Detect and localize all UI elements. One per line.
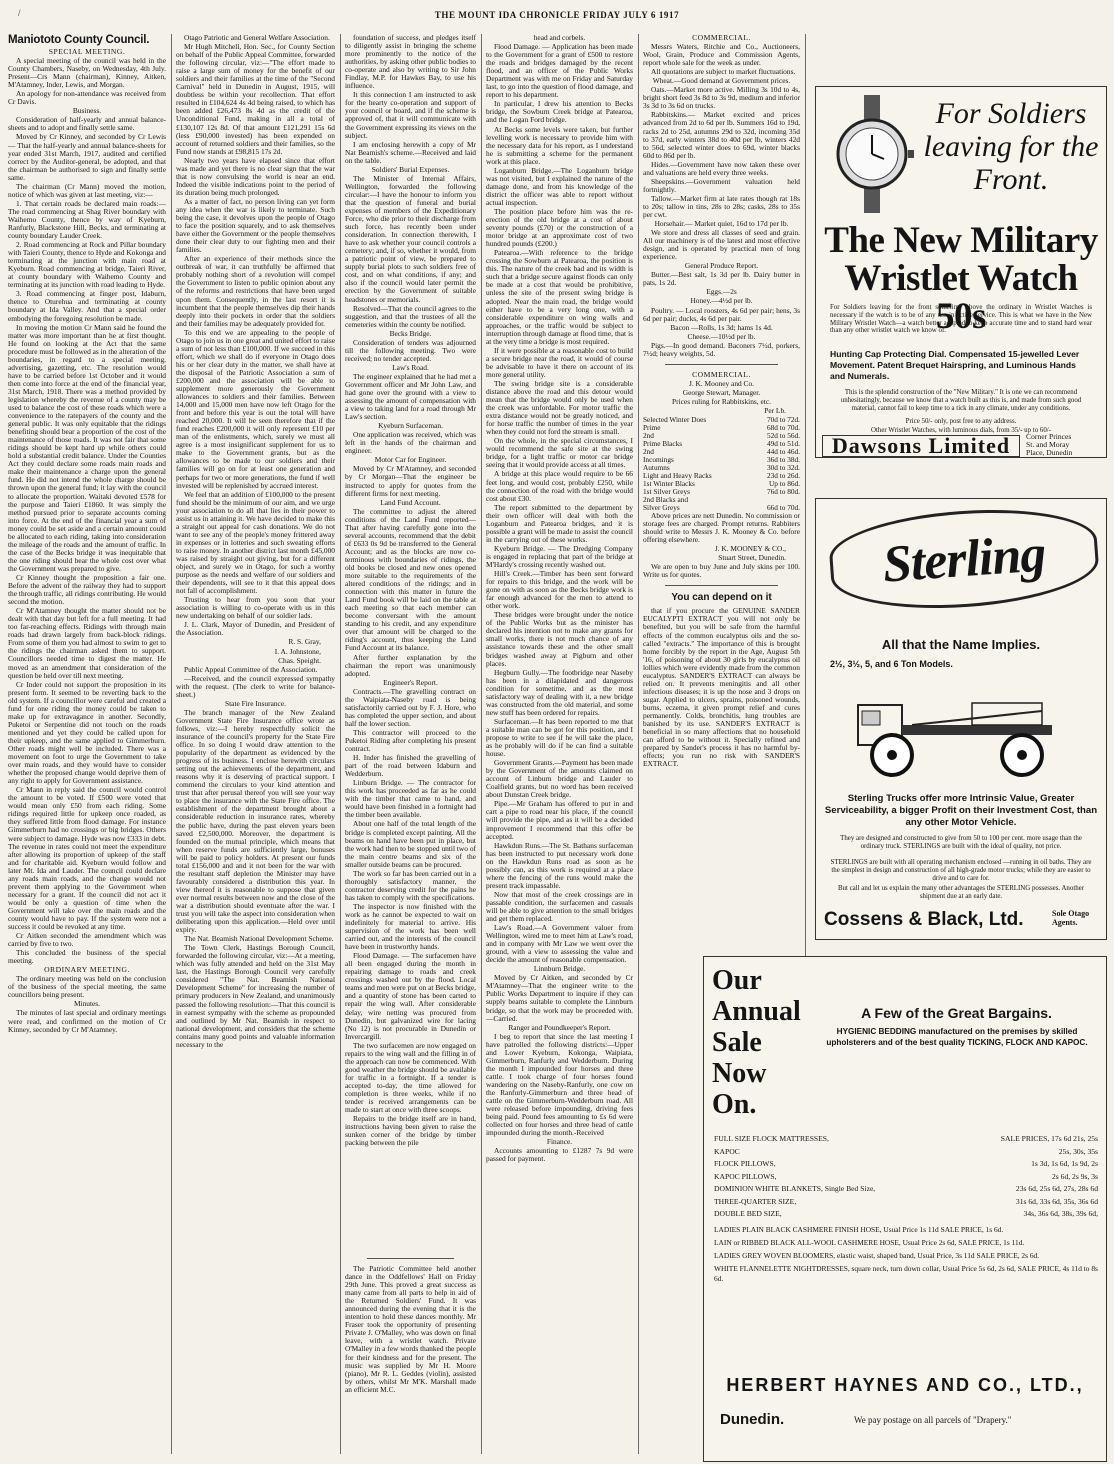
price-value: 52d to 56d. xyxy=(766,431,800,441)
paragraph: In particular, I drew his attention to Becks bridge, the Sowburn Creek bridge at Patearoa, and the Logan Ford bridge. xyxy=(486,99,633,125)
sale-item-name: KAPOC xyxy=(714,1146,740,1156)
paragraph: Pipe.—Mr Graham has offered to put in and cart a pipe to road near his place, if the council will provide the pipe, and as it will be a decided improvement I recommend that this offer be accepted. xyxy=(486,799,633,841)
price-grade: 2nd Blacks and xyxy=(643,495,688,505)
paragraph: This contractor will proceed to the Puketoi Riding after completing his present contract. xyxy=(345,727,476,754)
paragraph: Messrs Waters, Ritchie and Co., Auctioneers, Wool, Grain, Produce and Commission Agents, report whole sale for the week as under. xyxy=(643,42,800,68)
sale-item-price: 31s 6d, 33s 6d, 35s, 36s 6d xyxy=(1015,1196,1098,1206)
postage-notice: We pay postage on all parcels of "Drapery." xyxy=(854,1415,1012,1425)
bargains-heading: A Few of the Great Bargains. xyxy=(861,1005,1052,1021)
sale-word: Annual xyxy=(712,996,801,1027)
paragraph: If it were possible at a reasonable cost to build a secure bridge near the road, it would of course be advisable to have it there on account of its more general utility. xyxy=(486,345,633,379)
sale-word: Our xyxy=(712,965,762,996)
watch-ad-other: Other Wristlet Watches, with luminous dials, from 35/- up to 60/- xyxy=(871,427,1051,434)
firm-name: J. K. Mooney and Co. xyxy=(688,378,755,388)
paragraph: Trusting to hear from you soon that your association is willing to co-operate with us in this new undertaking on behalf of our soldier lads. xyxy=(176,595,335,621)
column-rule xyxy=(340,34,341,1454)
sterling-body-2: They are designed and constructed to give from 50 to 100 per cent. more usage than the ordinary truck. STERLINGS are built with the ideal of quality, not price. xyxy=(840,835,1082,850)
column-rule xyxy=(171,34,172,1454)
paragraph: Horsehair.— Market quiet, 16d to 17d per lb. xyxy=(654,219,789,229)
price-value: 44d to 46d. xyxy=(766,447,800,457)
paragraph: Becks Bridge. xyxy=(389,328,432,338)
sander-advert-text: that if you procure the GENUINE SANDER EUCALYPTI EXTRACT you will not only be benefited, but you will be safe from the harmful effects of the common eucalyptus oils and the so-called "extracts." The importance of this is brought home forcibly by the report in the Age, August 5th '16, of poisoning of about 30 girls by eucalyptus oil lollies which were evidently made from the common eucalyptus. SANDER'S EXTRACT can always be relied on. It prevents meningitis and all other infectious diseases; it is up the nose and 3 drops on sugar. Applied to ulcers, sprains, poisoned wounds, burns, eczema, it given prompt relief and cures permanently. Colds, bronchitis, lung troubles are banished by its use. SANDER'S EXTRACT is beneficial in so many affections that no household can afford to be without it. Specially refined and prepared by Sander's process it has no harmful by-effects; you run no risk with SANDER'S EXTRACT. xyxy=(643,606,800,769)
paragraph: Engineer's Report. xyxy=(383,677,438,687)
sale-item-price: 2s 6d, 2s 9s, 3s xyxy=(1052,1171,1098,1181)
article-body xyxy=(8,57,166,965)
price-value: 49d to 51d. xyxy=(766,439,800,449)
paragraph: Rabbitskins.— Market excited and prices advanced from 2d to 6d per lb. Summers 16d to 19d, racks 2d to 25d, autumns 29d to 32d, incoming 35d to 37d, early winters 38d to 40d per lb, winters 42d to 56d, selected winter does to 69d, winter blacks 60d to 86d per lb. xyxy=(643,110,800,160)
paragraph: Soldiers' Burial Expenses. xyxy=(371,164,450,174)
price-value: Up to 86d. xyxy=(768,479,800,489)
paragraph: Land Fund Account. xyxy=(380,497,441,507)
paragraph: Law's Road. xyxy=(392,362,429,372)
page-mark: / xyxy=(18,8,21,18)
sale-item xyxy=(714,1133,1098,1146)
sale-item-name: FULL SIZE FLOCK MATTRESSES, xyxy=(714,1134,829,1143)
article-body xyxy=(176,34,335,637)
paragraph: The position place before him was the re-erection of the old bridge at a cost of about seventy pounds (£70) or the construction of a motor bridge at an approximate cost of two hundred pounds (£200.) xyxy=(486,206,633,249)
price-grade: Selected Winter Does xyxy=(643,415,707,425)
price-grade: 2nd xyxy=(643,447,654,457)
watch-ad-features: Hunting Cap Protecting Dial. Compensated 15-jewelled Lever Movement. Patent Brequet Hairspring, and Luminous Hands and Numerals. xyxy=(830,349,1080,381)
advert-sterling-trucks xyxy=(815,498,1107,940)
article-body xyxy=(176,675,335,1049)
sale-item-name: DOUBLE BED SIZE, xyxy=(714,1209,782,1218)
paragraph: Accounts amounting to £1287 7s 9d were passed for payment. xyxy=(486,1146,633,1164)
paragraph: A bridge at this place would require to be 66 feet long, and would cost, probably £250, while the connection of the road with the bridge would cost about £30. xyxy=(486,469,633,503)
sale-item-name: THREE-QUARTER SIZE, xyxy=(714,1196,797,1206)
paragraph: Repairs to the bridge itself are in hand, instructions having been given to raise the sunken corner of the bridge by timber packing between the pile xyxy=(345,1114,476,1148)
sale-item-price: 23s 6d, 25s 6d, 27s, 28s 6d xyxy=(1015,1184,1098,1193)
paragraph: The chairman (Cr Mann) moved the motion, notice of which was given at last meeting, viz:— xyxy=(8,181,166,199)
firm-manager: George Stewart, Manager. xyxy=(682,387,761,397)
paragraph: Flood Damage. — The surfacemen have all been engaged during the month in repairing damage to roads and creek crossings washed out by the flood. Local teams and men were put on at Becks bridge, and a quantity of stone has been carted to repair the wing wall. After considerable delay, wire netting was procured from Dunedin, but galvanized wire for lacing (No 12) is not procurable in Dunedin or Invercargill. xyxy=(345,951,476,1041)
firm-signature: J. K. MOONEY & CO., xyxy=(714,544,786,554)
paragraph: 3. Road commencing at finger post, Idaburn, thence to Oturehua and terminating at county boundary at Ida Valley. And that a special order embodying the foregoing resolution be made. xyxy=(8,289,166,323)
price-value: 76d to 80d. xyxy=(766,487,800,497)
watch-ad-description: This is the splendid construction of the "New Military." It is one we can recommend unhesitatingly, because we know that a watch built as this is, and made from such good material, cannot fail to keep time to a tick in any climate, under any conditions. xyxy=(840,389,1082,412)
column-commercial xyxy=(643,34,800,894)
paragraph: The Town Clerk, Hastings Borough Council, forwarded the following circular, viz:—At a meeting, which was fully attended and held on the 31st May last, the Hastings Borough Council very carefully considered "The Nat. Beamish National Development Scheme" for increasing the number of primary producers in New Zealand, and unanimously passed the following resolution:—That this council is in earnest sympathy with the scheme as propounded and outlined by Mr Nat. Beamish in respect to national development, and considers that the scheme contains many good points and valuable information necessary to the xyxy=(176,943,335,1049)
column-engineer-report-cont xyxy=(486,34,633,1452)
price-value: 30d to 32d. xyxy=(766,463,800,473)
paragraph: The ordinary meeting was held on the conclusion of the business of the special meeting, the same councillors being present. xyxy=(8,974,166,1000)
headline-county-council: Maniototo County Council. xyxy=(8,34,150,46)
paragraph: Butter.—Best salt, 1s 3d per lb. Dairy butter in pats, 1s 2d. xyxy=(643,270,800,288)
paragraph: Pigs.—In good demand. Baconers 7½d, porkers, 7½d; heavy weights, 5d. xyxy=(643,340,800,358)
hygienic-bedding-text: HYGIENIC BEDDING manufactured on the premises by skilled upholsterers and of the best quality TICKING, FLOCK AND KAPOC. xyxy=(826,1027,1088,1047)
article-body xyxy=(8,975,166,1033)
price-grade: Autumns xyxy=(643,463,670,473)
paragraph: Wheat.—Good demand at Government prices. xyxy=(652,76,791,86)
sale-item-price: 25s, 30s, 35s xyxy=(1058,1146,1098,1156)
paragraph: Cr Inder could not support the proposition in its present form. It seemed to be reverting back to the old system. If a councillor were careful and created a fund for one riding the money could be taken to make up for extravagance in another. Secondly, Puketoi or Serpentine did not touch on the roads mentioned and yet they could be called upon for their upkeep, and the same applied to Gimmerburn. Other roads might well be included. There was a movement on foot to urge the Government to take over main roads, and they would have to consider whether the proposed change would deprive them of any right to apply for Government assistance. xyxy=(8,679,166,786)
paragraph: I beg to report that since the last meeting I have patrolled the following districts:—Upper and Lower Kyeburn, Kokonga, Waipiata, Gimmerburn, Ranfurly and Wedderburn. During the month I impounded four horses and three cattle. I took charge of four horses found wandering on the Naseby-Ranfurly, one cow on the Ranfurly-Gimmerburn and three head of cattle on the Gimmerburn-Wedderburn road. All were released before impounding, driving fees being paid. Pound fees amounting to £s 6d were collected on four horses and three head of cattle impounded during the month.-Received xyxy=(486,1031,633,1138)
sale-item xyxy=(714,1171,1098,1184)
sale-item xyxy=(714,1146,1098,1159)
paragraph: These bridges were brought under the notice of the Public Works but as the minister has declared his intention not to make any grants for small works, there is not much chance of any assistance towards these and the other small bridges washed away at Pigburn and other places. xyxy=(486,610,633,668)
sterling-tagline: All that the Name Implies. xyxy=(881,637,1041,652)
sale-item xyxy=(714,1208,1098,1221)
newspaper-title: THE MOUNT IDA CHRONICLE FRIDAY JULY 6 1917 xyxy=(434,10,680,20)
address-line: Corner Princes xyxy=(1026,432,1072,441)
sale-word: Now xyxy=(712,1058,767,1089)
subhead-ordinary-meeting: ORDINARY MEETING. xyxy=(44,965,130,975)
paragraph: Kyeburn Bridge. — The Dredging Company is engaged in replacing that part of the bridge at M'Hardy's crossing recently washed out. xyxy=(486,543,633,569)
paragraph: Cheese.—10½d per lb. xyxy=(687,331,756,341)
paragraph: As a matter of fact, no person living can yet form any idea when the war is likely to terminate. Such being the case, it devolves upon the people of Otago to face the position squarely, and to ask themselves have either the Government or the people themselves done their clear duty to our fighting men and their families. xyxy=(176,196,335,255)
paragraph: State Fire Insurance. xyxy=(225,698,286,708)
signature-line: I. A. Johnstone, xyxy=(274,646,321,656)
sale-item xyxy=(714,1158,1098,1171)
paragraph: We feel that an addition of £100,000 to the present fund should be the minimum of our aim, and we urge your association to do all that lies in their power to assist us in attaining it. We have decided to make this a straight out appeal for cash donations. We do not want to see any of the people's money frittered away in expenses or in lotteries and such sweating efforts to raise money. In another district last month £45,000 was raised by straight out giving, but for a different object, and surely we in Otago, for such a worthy purpose as the needs and welfare of our soldiers and their dependents, will see to it that this appeal does not fall of accomplishment. xyxy=(176,489,335,596)
paragraph: Cr M'Atamney thought the matter should not be dealt with that day but left for a full meeting. It had too far-reaching effects. Ridings with through main roads had drawn largely from back-block ridings. From some of them you had almost to swim to get to the ridings the chairman asked them to support. Councillors needed time to digest the matter. He moved as an amendment that consideration of the question be held over till next meeting. xyxy=(8,606,166,680)
rabbitskin-price-table xyxy=(643,416,800,512)
signature-line: Chas. Speight. xyxy=(278,655,321,665)
sale-price-list xyxy=(714,1133,1098,1221)
address-line: Place, Dunedin xyxy=(1026,448,1073,457)
sale-item-name: KAPOC PILLOWS, xyxy=(714,1171,777,1181)
paragraph: To this end we are appealing to the people of Otago to join us in one great and united effort to raise a sum of not less than £100,000. If we succeed in this effort, which we shall do if everyone in Otago does his or her clear duty in the matter, we shall have at the disposal of the Patriotic Association a sum of £200,000 and the association will be able to supplement more generously the Government allowances to soldiers and their families. Between 14,000 and 15,000 men have now left Otago for the front and before this year is out the total will have reached 20,000. It will be seen therefore that if the fund reaches £200,000 it will only represent £10 per man of the enlistments, which, surely we must all agree is a most insignificant supplement for us to make to the Government grants, but as the allowances to be made to our soldiers and their families will go on for at least one generation and perhaps for two or more generations, the fund if well invested will be replenished by accrued interest. xyxy=(176,327,335,490)
sale-item-name: DOMINION WHITE BLANKETS, Single Bed Size, xyxy=(714,1184,876,1193)
firm-address: Stuart Street, Dunedin. xyxy=(718,553,786,563)
patriotic-dance-item: The Patriotic Committee held another dance in the Oddfellows' Hall on Friday 29th June. This proved a great success as many came from all parts to help in aid of the Returned Soldiers' Fund. It was announced during the evening that it is the intention to hold these dances monthly. Mr Fraser took the opportunity of presenting Private J. O'Malley, who was down on final leave, with a wristlet watch. Private O'Malley in a few words thanked the people for their kindness and for the present. The music was supplied by Mr H. Moore (piano), Mr R. L. Geddes (violin), assisted by others, whilst Mr M'K. Marshall made an efficient M.C. xyxy=(345,1264,476,1394)
paragraph: Bacon —Rolls, 1s 3d; hams 1s 4d. xyxy=(670,322,773,332)
paragraph: Government Grants.—Payment has been made by the Government of the amounts claimed on account of Linburn bridge and Lauder to Coalfield grants, but no word has been received about Dunstan Creek bridge. xyxy=(486,758,633,800)
price-grade: 2nd xyxy=(643,431,654,441)
column-rule xyxy=(638,34,639,1454)
sterling-models: 2½, 3½, 5, and 6 Ton Models. xyxy=(830,659,953,669)
divider xyxy=(367,1258,454,1259)
paragraph: The work so far has been carried out in a thoroughly satisfactory manner, the contractor deserving credit for the pains he has taken to comply with the specifications. xyxy=(345,868,476,902)
column-council-report xyxy=(8,34,166,1452)
price-notes: Above prices are nett Dunedin. No commission or storage fees are charged. Prompt returns. Rabbiters should write to Messrs J. K. Mooney & Co. before offering elsewhere. xyxy=(643,511,800,545)
paragraph: I am enclosing herewith a copy of Mr Nat Beamish's scheme.—Received and laid on the table. xyxy=(345,139,476,165)
paragraph: Hawkdun Runs.—The St. Bathans surfaceman has been instructed to put necessary work done on the Hawkdun Runs road as soon as he possibly can, as this work is required at a place where the fencing of the runs would make the present track impassable. xyxy=(486,840,633,890)
paragraph: Eggs.—2s xyxy=(706,287,737,297)
column-correspondence xyxy=(176,34,335,1452)
sterling-logo: Sterling xyxy=(880,524,1048,594)
watch-ad-intro: For Soldiers leaving for the front sometime above the ordinary in Wristlet Watches is necessary if the watch is to be of any use in active service. This is what we have in the New Military Wristlet Watch—a watch better adapted to keep accurate time and to stand hard wear than any other wristlet watch we know of. xyxy=(830,304,1092,335)
paragraph: The swing bridge site is a considerable distance above the road and this detour would mean that the bridge would only be used when the creek was unfordable. For motor traffic the extra distance would not be greatly noticed, and for horse traffic the number of times in the year when they could not ford the stream is small. xyxy=(486,378,633,437)
paragraph: head and corbels. xyxy=(533,34,586,42)
paragraph: Moved by Cr Kinney, and seconded by Cr Lewis — That the half-yearly and annual balance-sheets for year ended 31st March, 1917, audited and certified correct by the Auditor-general, be adopted, and that the chairman be authorised to sign and finally settle same. xyxy=(8,132,166,182)
paragraph: Ranger and Poundkeeper's Report. xyxy=(508,1022,611,1032)
signature-line: R. S. Gray, xyxy=(288,637,321,647)
watch-ad-title: The New Military Wristlet Watch 50s xyxy=(824,220,1098,337)
sale-item-price: SALE PRICES, 17s 6d 21s, 25s xyxy=(1000,1134,1098,1143)
paragraph: Nearly two years have elapsed since that effort was made and yet there is no clear sign that the war that is now convulsing the world is near an end. Indeed the visible indications point to the period of its duration being much prolonged. xyxy=(176,155,335,197)
per-lb-label: Per Lb. xyxy=(764,405,786,415)
heading-commercial-2: COMMERCIAL. xyxy=(692,369,751,379)
paragraph: Cr Mann in reply said the council would control the amount to be voted. If £500 were voted that would mean only £50 from each riding. Some ridings required little for upkeep once roaded, as they suffered little from flood damage. For instance Gimmerburn had no crossings or big bridges. Others were subject to damage. Hyde was now £333 in debt. The revenue in rates could not meet the expenditure after allowing its proportion of upkeep of the staff and for charitable aid. Kyeburn would follow and later Mt. Ida and Lauder. The council could declare any roads main roads, and the change would not prevent them applying to the Government when necessary for a grant. If the council did not act it would be only a question of time when the Government will take over the main roads and the county would have to pay. If the system were not a success it could be revoked at any time. xyxy=(8,785,166,932)
paragraph: 1. That certain roads be declared main roads:—The road commencing at Shag River boundary with Waihemo County, thence by way of Kyeburn, Ranfurly, Blackstone Hill, Becks, and terminating at county boundary Lauder Creek. xyxy=(8,198,166,241)
subhead-special-meeting: SPECIAL MEETING. xyxy=(48,47,126,56)
sander-headline: You can depend on it xyxy=(671,592,772,604)
column-engineer-report xyxy=(345,34,476,1452)
price-grade: Incomings xyxy=(643,455,674,465)
watch-ad-price: Price 50/- only, post free to any address. xyxy=(905,418,1017,425)
wristwatch-illustration xyxy=(826,95,918,213)
truck-illustration xyxy=(852,675,1072,785)
paragraph: The minutes of last special and ordinary meetings were read, and confirmed on the motion of Cr Kinney, seconded by Cr M'Atamney. xyxy=(8,1008,166,1034)
sale-item-price: 34s, 36s 6d, 38s, 39s 6d, xyxy=(1023,1209,1098,1218)
sale-line: LAIN or RIBBED BLACK ALL-WOOL CASHMERE HOSE, Usual Price 2s 6d, SALE PRICE, 1s 11d. xyxy=(714,1238,1025,1247)
paragraph: Motor Car for Engineer. xyxy=(374,455,447,465)
paragraph: The report submitted to the department by their own officer will deal with both the Loganburn and Patearoa bridges, and it is possible a grant will be made to assist the council in the carrying out of these works. xyxy=(486,502,633,544)
paragraph: The Minister of Internal Affairs, Wellington, forwarded the following circular:—I have the honour to inform you that the question of funeral and burial expenses of members of the Expeditionary Force, who die prior to their discharge from such force, has recently been under consideration. In connection therewith, I have to ask whether your council controls a cemetery; and, if so, whether it would, from a patriotic point of view, be prepared to supply burial plots to such soldiers free of cost, and on what conditions, if any; and also if the council would later permit the erection by the Government of suitable headstones or memorials. xyxy=(345,173,476,304)
annual-sale-headline xyxy=(712,965,802,1120)
paragraph: Linnburn Bridge. xyxy=(533,964,586,974)
divider xyxy=(665,585,778,586)
price-grade: Light and Heavy Racks xyxy=(643,471,712,481)
paragraph: The two surfacemen are now engaged on repairs to the wing wall and the filling in of the approach can now be commenced. With good weather the bridge should be available for traffic in a fortnight. If a tender is accepted to-day, the time allowed for completion is three weeks, while if no tender is received arrangements can be made to start at once with three scoops. xyxy=(345,1040,476,1115)
price-value: 66d to 70d. xyxy=(766,503,800,513)
watch-ad-headline: For Soldiers leaving for the Front. xyxy=(923,97,1099,196)
paragraph: Consideration of tenders was adjourned till the following meeting. Two were received; no tender accepted. xyxy=(345,337,476,363)
dawsons-address xyxy=(1026,433,1072,457)
sale-item xyxy=(714,1183,1098,1196)
paragraph: Hides.—Government have now taken these over and valuations are held every three weeks. xyxy=(643,159,800,177)
sterling-logo-frame xyxy=(827,502,1101,616)
price-grade: Prime Blacks xyxy=(643,439,683,449)
article-body xyxy=(486,34,633,1163)
paragraph: Hegburn Gully.—The footbridge near Naseby has been in a dilapidated and dangerous condition for sometime, and as the most satisfactory way of dealing with it, a new bridge was constructed from the old material, and some new stuff has been ordered for repairs. xyxy=(486,667,633,717)
paragraph: Contracts.—The gravelling contract on the Waipiata-Naseby road is being satisfactorily carried out by F. J. Hore, who has completed the upper section, and about half the lower section. xyxy=(345,686,476,728)
sale-word: On. xyxy=(712,1089,757,1120)
paragraph: Sheepskins.—Government valuation held fortnightly. xyxy=(643,176,800,194)
price-grade: Silver Greys xyxy=(643,503,680,513)
price-grade: 1st Silver Greys xyxy=(643,487,691,497)
column-rule xyxy=(481,34,482,1454)
paragraph: The Nat. Beamish National Development Scheme. xyxy=(184,934,334,944)
advert-herbert-haynes-sale xyxy=(703,956,1107,1462)
paragraph: Honey.—4½d per lb. xyxy=(690,296,753,306)
commercial-body xyxy=(643,43,800,358)
paragraph: In moving the motion Cr Mann said he found the matter was more important than he at first thought. He found on looking at the Act that the same procedure must be followed as in the alteration of the boundaries, in regard to a special meeting, advertising, gazetting, etc. The resolution would have to be carried before 1st October and it would then come into force at the end of the financial year, 31st March, 1918. There was a method provided by legislation whereby the revenue of a county may be used to balance the cost of these roads which were a convenience to the ratepayers of the county and the general public. It was only equitable that the ridings benefiting should bear a proportion of the cost of the maintenance of those roads. It was not fair that some ridings should be kept hard up while others could hold a substantial credit balance. Under the Counties Act they could declare some roads main roads and make their maintenance a charge upon the general fund. He did not intend the whole charge should be thrown upon the general fund; it lay with the council to allocate the proportion. Waitaki devoted £578 for the purpose and Taieri £1860. It was simply the method pursued prior to separate accounts coming into force. At the end of the financial year a sum of money could be set aside and a certain amount could be allocated to each riding, taking into consideration the mileage of the roads and the amount of traffic. In the case of the Becks bridge it was inequitable that the one riding should bear the whole cost over what the Government was prepared to give. xyxy=(8,322,166,573)
paragraph: H. Inder has finished the gravelling of part of the road between Idaburn and Wedderburn. xyxy=(345,753,476,779)
price-heading: Prices ruling for Rabbitskins, etc. xyxy=(672,396,771,406)
divider xyxy=(665,364,778,365)
price-grade: 1st Winter Blacks xyxy=(643,479,695,489)
signature-tail: Public Appeal Committee of the Association. xyxy=(184,664,318,674)
sale-item-name: FLOCK PILLOWS, xyxy=(714,1159,776,1168)
sale-line: LADIES GREY WOVEN BLOOMERS, elastic waist, shaped band, Usual Price, 3s 11d SALE PRICE, 2s 6d. xyxy=(714,1251,1040,1260)
paragraph: This concluded the business of the special meeting. xyxy=(8,948,166,966)
sterling-body-headline: Sterling Trucks offer more Intrinsic Value, Greater Serviceability, a bigger Profit on their Investment Cost, than any other Motor Vehicle. xyxy=(824,793,1098,828)
paragraph: One application was received, which was left in the hands of the chairman and engineer. xyxy=(345,430,476,456)
dunedin-label: Dunedin. xyxy=(720,1411,785,1428)
paragraph: All quotations are subject to market fluctuations. xyxy=(651,67,796,77)
paragraph: Mr Hugh Mitchell, Hon. Sec., for County Section on behalf of the Public Appeal Committee, forwarded the following circular, viz:—"The effort made to raise a large sum of money for the benefit of our soldiers and their families at the time of the "Second Carnival" held in Dunedin in August, 1915, will doubtless be within your recollection. That effort resulted in £104,624 4s 4d being raised, to which has been added £26,473 8s 4d as the credit of the Unconditional Fund, making in all a total of £130,107 12s 8d. Of that amount £121,291 15s 6d (less £90,000 invested) has been expended on account of returned soldiers and their families, so the Fund now stands at £98,815 17s 2d. xyxy=(176,42,335,156)
paragraph: Finance. xyxy=(546,1137,573,1147)
heading-commercial: COMMERCIAL. xyxy=(692,34,751,42)
price-value: 23d to 26d. xyxy=(766,471,800,481)
price-value: 70d to 72d. xyxy=(766,415,800,425)
paragraph: The branch manager of the New Zealand Government State Fire Insurance office wrote as follows, viz:—I hereby respectfully solicit the insurance of the council's property for the State Fire office. In so doing I would draw attention to the popularity of the department as evidenced by the progress of its business. I enclose herewith circulars setting out the achievements of the department, and reasons why it is deserving of practical support. I commend the circulars to your kind attention and trust that after perusal thereof you will see your way to place the insurance with the State Fire office. The establishment of the department brought about a considerable reduction in insurance rates, whereby the public have, during the past eleven years been saved £2,500,000. Moreover, the department is founded on the mutual principle, which means that when reserve funds are sufficiently large, bonuses will be paid to policy holders. At present our funds total £156,000 and and it not been for the war with the resultant staff depletion the Minister may have favourably considered a distribution this year. In view thereof it is reasonable to suppose that given ever normal results between now and the close of the war a distribution should eventuate after the war. I trust you will take the aspect into consideration when deliberating upon this application.—Held over until expiry. xyxy=(176,707,335,935)
paragraph: General Produce Report. xyxy=(684,261,759,271)
paragraph: Kyeburn Surfaceman. xyxy=(378,421,443,431)
price-grade: Prime xyxy=(643,423,661,433)
paragraph: Oats.—Market more active. Milling 3s 10d to 4s, bright short feed 3s 8d to 3s 9d, medium and inferior 3s 3d to 3s 6d on trucks. xyxy=(643,85,800,111)
paragraph: Consideration of half-yearly and annual balance-sheets and to adopt and finally settle same. xyxy=(8,115,166,133)
masthead xyxy=(0,0,1114,28)
paragraph: Resolved—That the council agrees to the suggestion, and that the trustees of all the cemeteries within the county be notified. xyxy=(345,303,476,329)
sterling-body-3: STERLINGS are built with all operating mechanism enclosed —running in oil baths. They are the simplest in design and construction of all high-grade motor trucks; while they are easier to drive and to care for. xyxy=(830,859,1092,882)
sale-item-price: 1s 3d, 1s 6d, 1s 9d, 2s xyxy=(1031,1159,1098,1168)
paragraph: The inspector is now finished with the work as he cannot be expected to wait on indefinitely for material to arrive. His supervision of the work has been well carried out, and the interests of the council have been in trustworthy hands. xyxy=(345,901,476,952)
paragraph: Moved by Cr Aitken, and seconded by Cr M'Atamney—That the engineer write to the Public Works Department to inquire if they can supply beams suitable to complete the Linnburn bridge, so that the work may be proceeded with.—Carried. xyxy=(486,973,633,1023)
sale-hosiery-list xyxy=(714,1225,1098,1287)
paragraph: Hill's Creek.—Timber has been sent forward for repairs to this bridge, and the work will be gone on with as soon as the Becks bridge work is far enough advanced for the men to attend to other work. xyxy=(486,569,633,611)
paragraph: Cr Kinney thought the proposition a fair one. Before the advent of the railway they had to support the through traffic, all ridings contributing. He would second the motion. xyxy=(8,573,166,607)
paragraph: J. L. Clark, Mayor of Dunedin, and President of the Association. xyxy=(176,620,335,638)
sterling-body-4: But call and let us explain the many other advantages the STERLING possesses. Another shipment due at an early date. xyxy=(837,885,1085,900)
article-body xyxy=(345,34,476,1252)
sale-word: Sale xyxy=(712,1027,762,1058)
paragraph: Tallow.—Market firm at late rates though rat 18s to 20s; tallow in tins, 28s to 28s; casks, 28s to 35s per cwt. xyxy=(643,193,800,219)
paragraph: Otago Patriotic and General Welfare Association. xyxy=(184,34,330,42)
paragraph: It this connection I am instructed to ask for the hearty co-operation and support of your council or board, and if the scheme is approved of, that it will communicate with the Government expressing its views on the subject. xyxy=(345,90,476,140)
paragraph: Poultry. — Local roosters, 4s 6d per pair; hens, 3s 6d per pair; ducks, 4s 6d per pair. xyxy=(643,305,800,323)
paragraph: Flood Damage. — Application has been made to the Government for a grant of £500 to restore the roads and bridges damaged by the recent flood, and an officer of the Public Works Department was with me on Friday and Saturday last, to go into the question of flood damage, and report to his department. xyxy=(486,42,633,100)
paragraph: A special meeting of the council was held in the County Chambers, Naseby, on Wednesday, 4th July. Present—Crs Mann (chairman), Kinney, Aitken, M'Atamney, Inder, Lewis, and Morgan. xyxy=(8,56,166,90)
paragraph: Cr Aitken seconded the amendment which was carried by five to two. xyxy=(8,931,166,949)
sole-agents-label: Sole Otago Agents. xyxy=(1052,909,1090,927)
paragraph: Business. xyxy=(72,106,102,116)
price-value: 36d to 38d. xyxy=(766,455,800,465)
sale-line: WHITE FLANNELETTE NIGHTDRESSES, square neck, turn down collar, Usual Price 5s 6d, 2s 6d, SALE PRICE, 4s 11d to 8s 6d. xyxy=(714,1264,1098,1283)
paragraph: After an experience of their methods since the outbreak of war, it can truthfully be affirmed that probably nothing short of a revolution will compel the Government to listen to public opinion about any of the reforms and restrictions that have been urged upon them. Consequently, in the last resort it is incumbent that the people themselves dip their hands deeply into their pockets in order that the soldiers and their families may be adequately provided for. xyxy=(176,254,335,328)
paragraph: On the whole, in the special circumstances, I would recommend the safe site at the swing bridge, for a light traffic or motor car bridge seeing that it would provide access at all times. xyxy=(486,436,633,470)
sale-line: LADIES PLAIN BLACK CASHMERE FINISH HOSE, Usual Price 1s 11d SALE PRICE, 1s 6d. xyxy=(714,1225,1004,1234)
paragraph: —Received, and the council expressed sympathy with the request. (The clerk to write for balance-sheet.) xyxy=(176,673,335,699)
advert-dawsons-watch xyxy=(815,86,1107,458)
paragraph: The engineer explained that he had met a Government officer and Mr John Law, and had gone over the ground with a view to assessing the amount of compensation with a view to taking land for a road through Mr Law's section. xyxy=(345,371,476,422)
paragraph: Moved by Cr M'Atamney, and seconded by Cr Morgan—That the engineer be instructed to apply for quotes from the different firms for next meeting. xyxy=(345,464,476,498)
paragraph: Now that most of the creek crossings are in passable condition, the surfacemen and casuals will be able to give attention to the small bridges and get them replaced. xyxy=(486,889,633,924)
paragraph: Minutes. xyxy=(73,999,101,1009)
paragraph: 2. Road commencing at Rock and Pillar boundary with Taieri County, thence to Hyde and Kokonga and terminating at the junction with main road at Kyeburn. Road commencing at bridge, Taieri River, at county boundary with Waihemo County and terminating at its junction with road leading to Hyde. xyxy=(8,240,166,290)
paragraph: Patearoa.—With reference to the bridge crossing the Sowburn at Patearoa, the position is this. The nature of the creek bad and its width is such that a bridge secure against floods can only be made at a cost that would be prohibitive, unless the site of the present swing bridge is adopted. Near the main road, the bridge would either have to be a very long one, with a considerable expenditure on wing walls and approaches, or the traffic would be subject to interruption through damage at flood time, that is at the very time a bridge is most required. xyxy=(486,248,633,346)
paragraph: At Becks some levels were taken, but further levelling work is necessary to provide him with the necessary data for his report, as I understand he is submitting a scheme for the permanent work at this place. xyxy=(486,124,633,166)
paragraph: Surfaceman.—It has been reported to me that a suitable man can be got for this position, and I propose to write to see if he will take the place, as he probably will do if he can find a suitable house. xyxy=(486,716,633,759)
sale-item xyxy=(714,1196,1098,1209)
address-line: St. and Moray xyxy=(1026,440,1070,449)
paragraph: We store and dress all classes of seed and grain. All our machinery is of the latest and most effective design, and is operated by practical men of long experience. xyxy=(643,228,800,262)
price-value: 68d to 70d. xyxy=(766,423,800,433)
paragraph: Linburn Bridge. — The contractor for this work has proceeded as far as he could with the timber that came to hand, and would have been finished in a fortnight had the timber been available. xyxy=(345,778,476,820)
paragraph: The committee to adjust the altered conditions of the Land Fund reported—That after having carefully gone into the several accounts, recommend that the debit of £633 0s 9d be transferred to the General Account; and as the blocks are now co-terminous with boundaries of ridings, the old books be closed and new ones opened more suitable to the requirements of the altered conditions of the ridings; and in connection with this matter in future the Land Fund book will be laid on the table at each meeting so that each member can become conversant with the amount standing to his credit, and any expenditure over that amount will be charged to the riding's account, thus keeping the Land Fund Account at its balance. xyxy=(345,506,476,653)
paragraph: After further explanation by the chairman the report was unanimously adopted. xyxy=(345,652,476,678)
paragraph: About one half of the total length of the bridge is completed except painting. All the beams on hand have been put in place, but the work had then to be stopped until two of the main centre beams and six of the smaller outside beams can be procured. xyxy=(345,819,476,869)
cossens-black-logo: Cossens & Black, Ltd. xyxy=(824,909,1024,930)
paragraph: An apology for non-attendance was received from Cr Davis. xyxy=(8,89,166,107)
buying-notice: We are open to buy June and July skins per 100. Write us for quotes. xyxy=(643,562,800,580)
paragraph: foundation of success, and pledges itself to diligently assist in bringing the scheme more prominently to the notice of the authorities, by asking other public bodies to co-operate and also by writing to Sir John Findlay, M.P. for Hawkes Bay, to use his influence. xyxy=(345,34,476,91)
paragraph: Loganburn Bridge.—The Loganburn bridge was not visited, but I explained the nature of the damage done, and from his knowledge of the district the officer was able to report without actual inspection. xyxy=(486,165,633,207)
herbert-haynes-logo: HERBERT HAYNES AND CO., LTD., xyxy=(726,1375,1084,1395)
dawsons-logo: Dawsons Limited xyxy=(822,435,1020,457)
paragraph: Law's Road.—A Government valuer from Wellington, wired me to meet him at Law's road, and in company with Mr Law we went over the ground, with a view to assessing the value and decide the amount of reasonable compensation. xyxy=(486,923,633,965)
